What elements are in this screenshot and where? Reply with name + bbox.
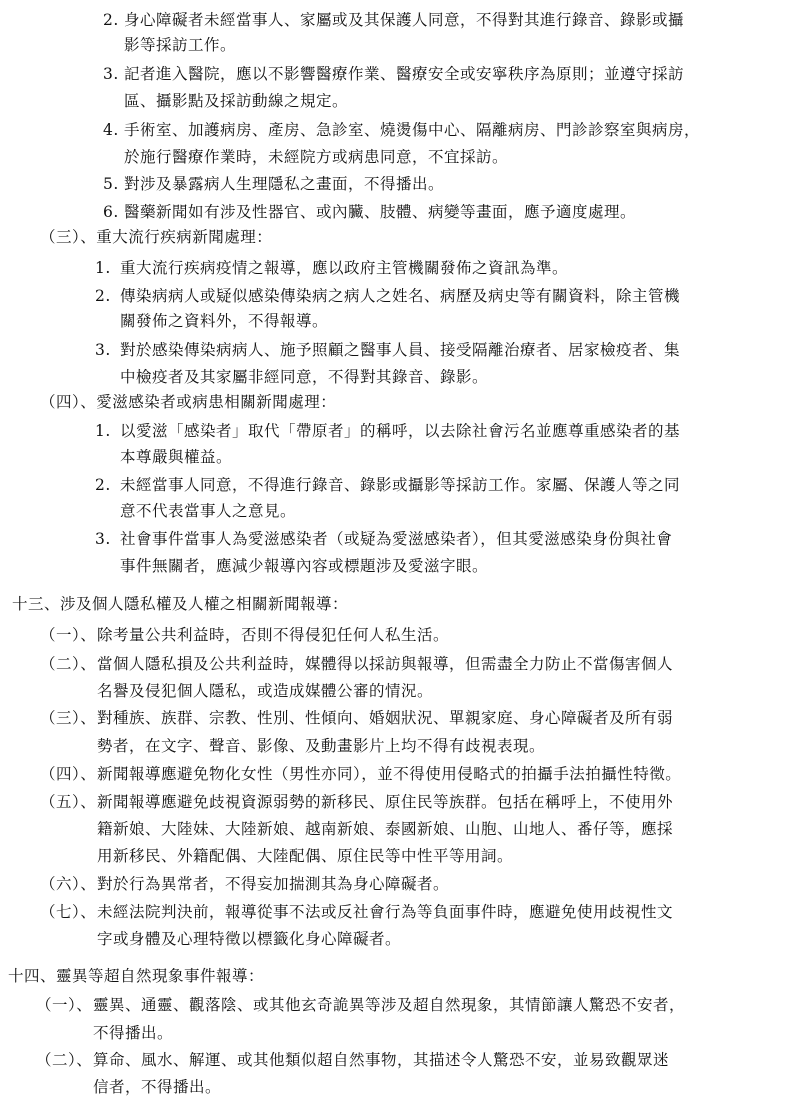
item-text: 對於感染傳染病病人、施予照顧之醫事人員、接受隔離治療者、居家檢疫者、集 [120,341,681,359]
item-text: 傳染病病人或疑似感染傳染病之病人之姓名、病歷及病史等有關資料，除主管機 [120,287,681,305]
item-number: 5. [103,175,119,193]
item-text: 對種族、族群、宗教、性別、性傾向、婚姻狀況、單親家庭、身心障礙者及所有弱 [97,709,674,727]
item-text: 本尊嚴與權益。 [120,448,233,466]
item-number: （一）、 [40,626,97,644]
item-text: 中檢疫者及其家屬非經同意，不得對其錄音、錄影。 [120,368,489,386]
item-number: 1. [95,259,111,277]
item-number: （一）、 [36,996,93,1014]
item-number: 2. [95,287,111,305]
item-text: 關發佈之資料外，不得報導。 [120,312,329,330]
section-heading: 十三、涉及個人隱私權及人權之相關新聞報導： [12,595,349,613]
item-text: 手術室、加護病房、產房、急診室、燒燙傷中心、隔離病房、門診診察室與病房， [124,121,701,139]
item-text: 籍新娘、大陸妹、大陸新娘、越南新娘、泰國新娘、山胞、山地人、番仔等，應採 [97,820,674,838]
item-text: 除考量公共利益時，否則不得侵犯任何人私生活。 [97,626,450,644]
item-number: 6. [103,203,119,221]
item-text: 信者，不得播出。 [93,1078,222,1096]
item-text: 當個人隱私損及公共利益時，媒體得以採訪與報導，但需盡全力防止不當傷害個人 [97,655,674,673]
item-text: 算命、風水、解運、或其他類似超自然事物，其描述令人驚恐不安，並易致觀眾迷 [93,1051,670,1069]
item-number: 2. [95,476,111,494]
item-text: 靈異、通靈、觀落陰、或其他玄奇詭異等涉及超自然現象，其情節讓人驚恐不安者， [93,996,686,1014]
subsection-heading: （四）、愛滋感染者或病患相關新聞處理： [40,393,337,411]
item-number: （四）、 [40,765,97,783]
item-text: 用新移民、外籍配偶、大陸配偶、原住民等中性平等用詞。 [97,847,514,865]
item-text: 影等採訪工作。 [124,36,237,54]
item-number: 2. [103,11,119,29]
item-number: （六）、 [40,875,97,893]
item-text: 記者進入醫院，應以不影響醫療作業、醫療安全或安寧秩序為原則；並遵守採訪 [124,65,685,83]
item-text: 未經當事人同意，不得進行錄音、錄影或攝影等採訪工作。家屬、保護人等之同 [120,476,681,494]
item-text: 未經法院判決前，報導從事不法或反社會行為等負面事件時，應避免使用歧視性文 [97,903,674,921]
item-number: （七）、 [40,903,97,921]
item-text: 意不代表當事人之意見。 [120,502,297,520]
item-text: 重大流行疾病疫情之報導，應以政府主管機關發佈之資訊為準。 [120,259,569,277]
item-text: 於施行醫療作業時，未經院方或病患同意，不宜採訪。 [124,148,509,166]
item-number: （三）、 [40,709,97,727]
item-text: 對於行為異常者，不得妄加揣測其為身心障礙者。 [97,875,450,893]
item-number: （二）、 [36,1051,93,1069]
item-text: 醫藥新聞如有涉及性器官、或內臟、肢體、病變等畫面，應予適度處理。 [124,203,637,221]
subsection-heading: （三）、重大流行疾病新聞處理： [40,228,273,246]
item-text: 新聞報導應避免物化女性（男性亦同），並不得使用侵略式的拍攝手法拍攝性特徵。 [97,765,682,783]
item-text: 區、攝影點及採訪動線之規定。 [124,92,349,110]
item-number: 3. [103,65,119,83]
item-text: 以愛滋「感染者」取代「帶原者」的稱呼，以去除社會污名並應尊重感染者的基 [120,422,681,440]
item-text: 不得播出。 [93,1024,174,1042]
item-number: 3. [95,341,111,359]
item-number: 4. [103,121,119,139]
item-number: （五）、 [40,793,97,811]
item-number: （二）、 [40,655,97,673]
item-text: 社會事件當事人為愛滋感染者（或疑為愛滋感染者），但其愛滋感染身份與社會 [120,530,673,548]
item-text: 名譽及侵犯個人隱私，或造成媒體公審的情況。 [97,682,434,700]
item-number: 3. [95,530,111,548]
section-heading: 十四、靈異等超自然現象事件報導： [8,967,265,985]
item-text: 對涉及暴露病人生理隱私之畫面，不得播出。 [124,175,445,193]
item-number: 1. [95,422,111,440]
item-text: 身心障礙者未經當事人、家屬或及其保護人同意，不得對其進行錄音、錄影或攝 [124,11,685,29]
item-text: 事件無關者，應減少報導內容或標題涉及愛滋字眼。 [120,557,489,575]
item-text: 字或身體及心理特徵以標籤化身心障礙者。 [97,930,402,948]
item-text: 勢者，在文字、聲音、影像、及動畫影片上均不得有歧視表現。 [97,737,546,755]
item-text: 新聞報導應避免歧視資源弱勢的新移民、原住民等族群。包括在稱呼上，不使用外 [97,793,674,811]
